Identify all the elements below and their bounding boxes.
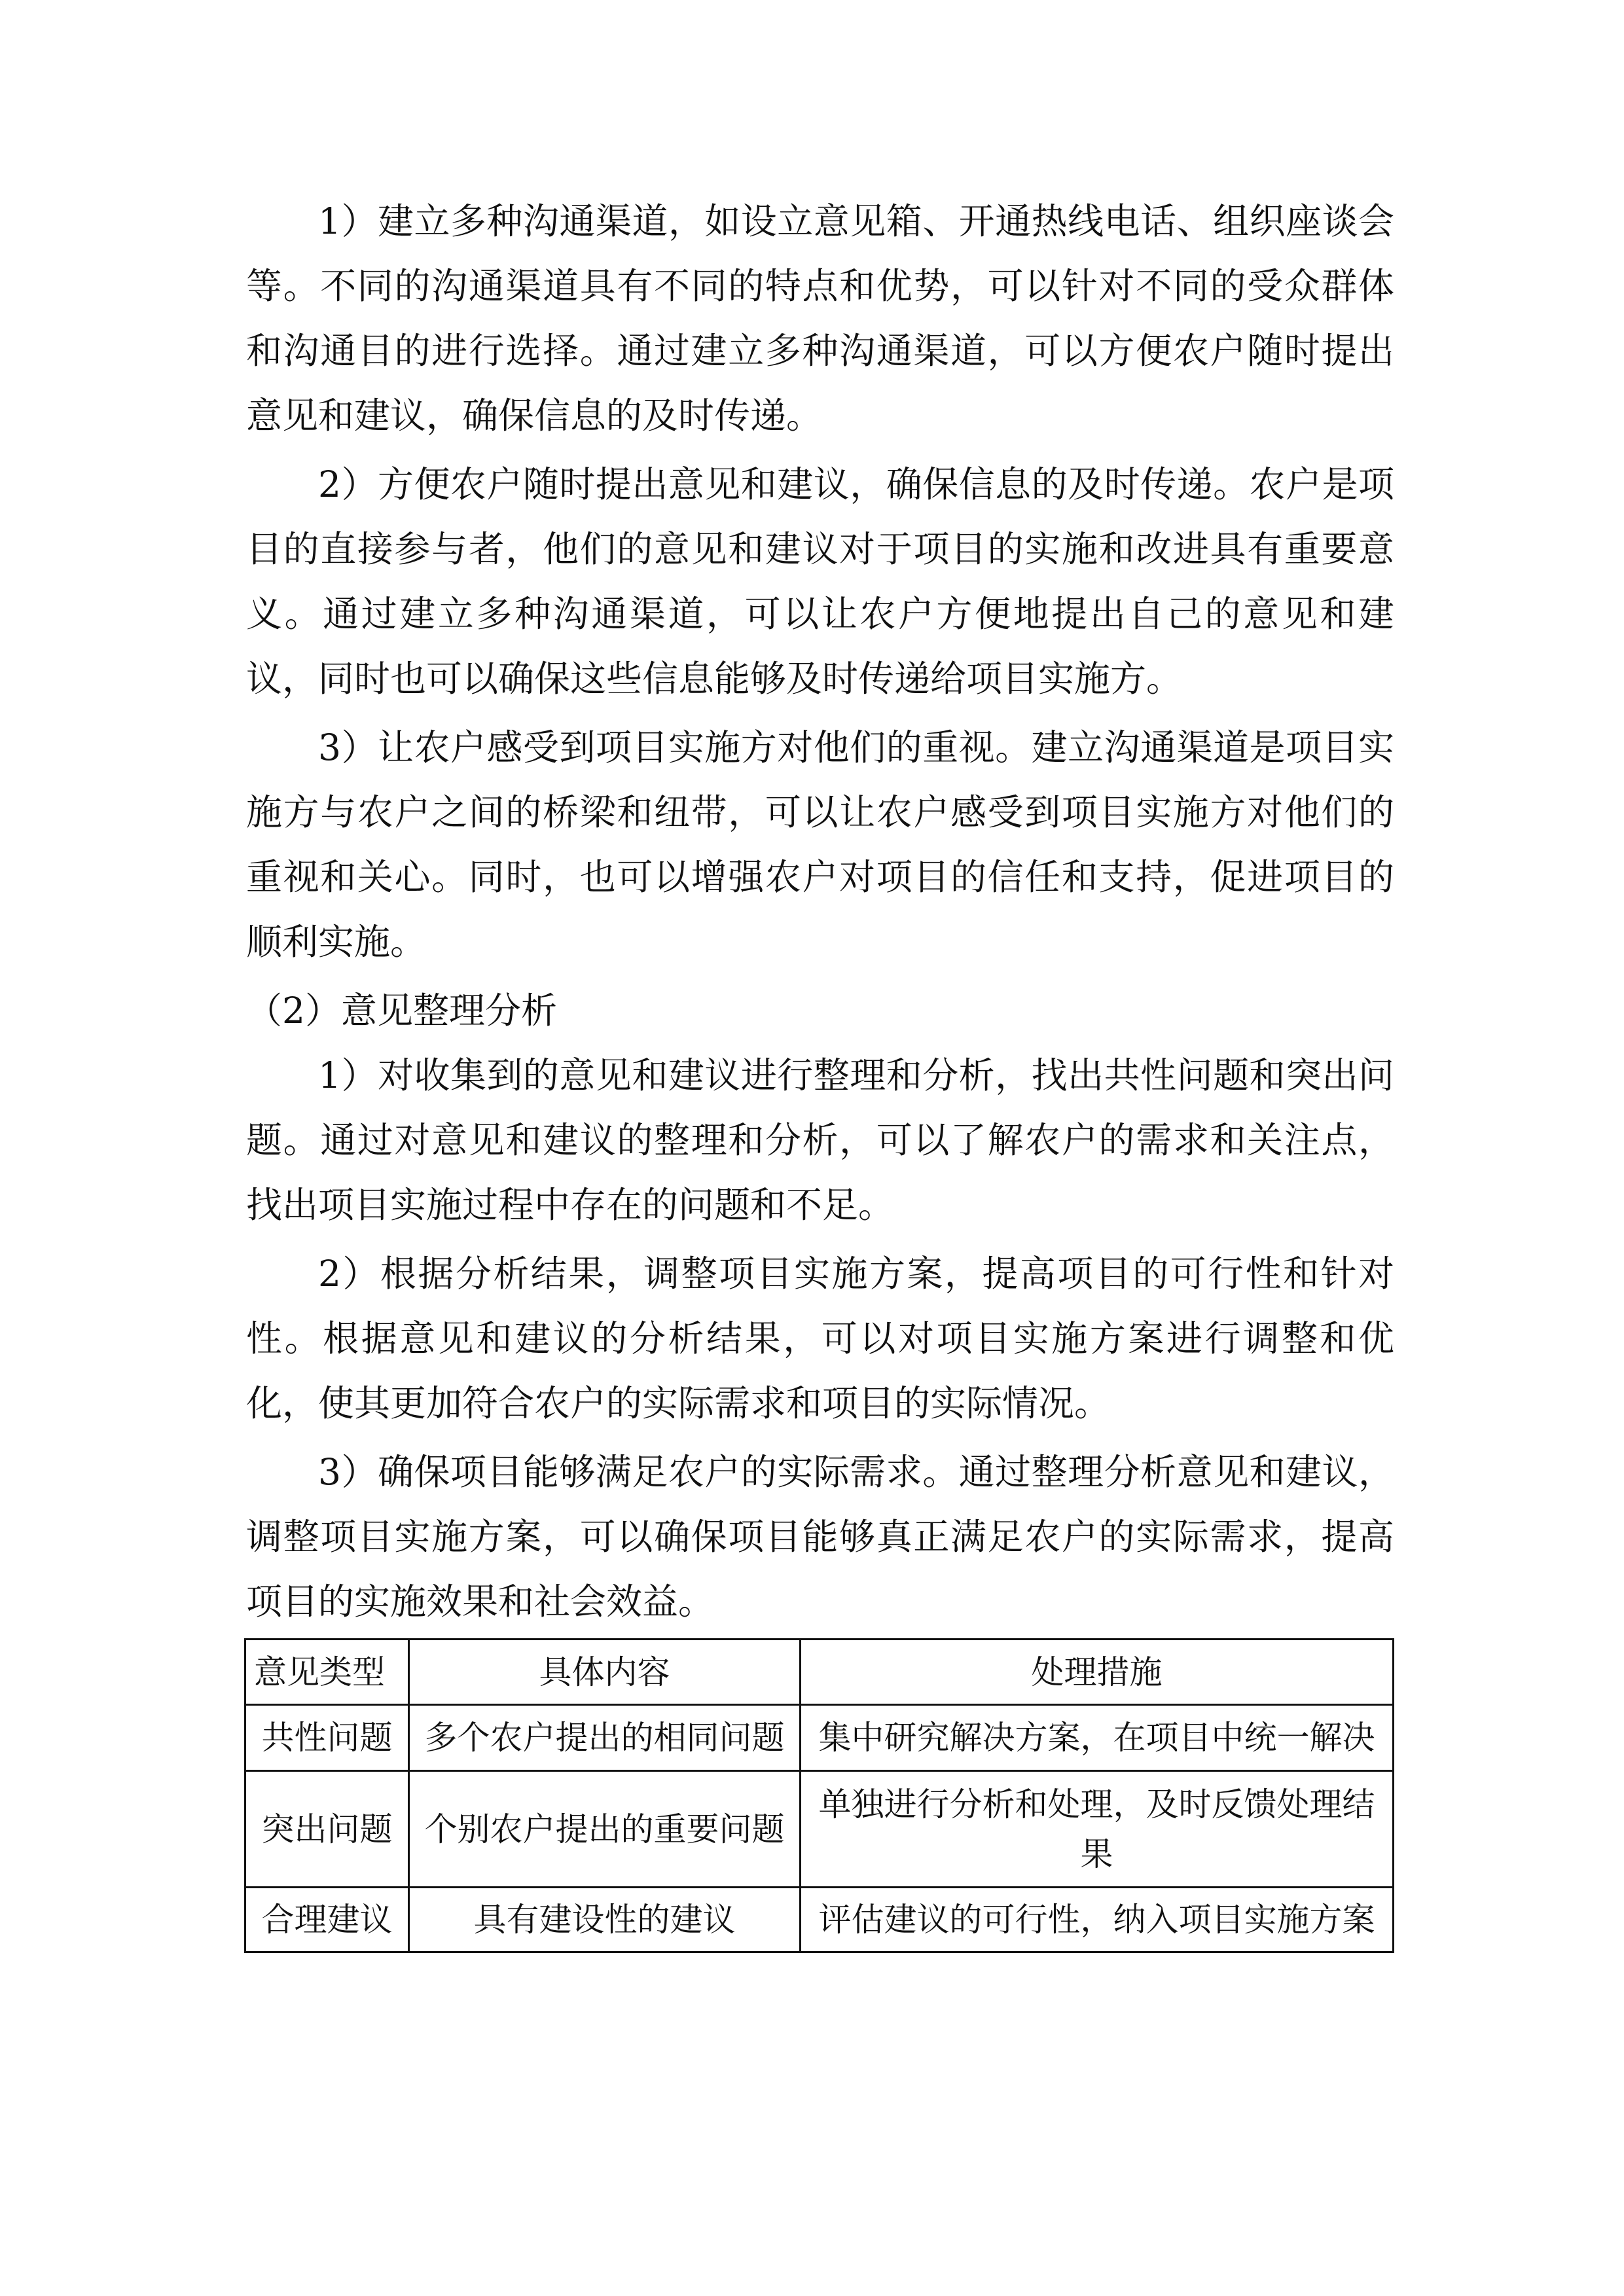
table-cell: 多个农户提出的相同问题 bbox=[409, 1705, 801, 1771]
section-heading: （2）意见整理分析 bbox=[246, 990, 557, 1031]
table-row bbox=[245, 1705, 1394, 1771]
table-cell: 评估建议的可行性，纳入项目实施方案 bbox=[801, 1888, 1394, 1952]
paragraph: 3）确保项目能够满足农户的实际需求。通过整理分析意见和建议，调整项目实施方案，可以确保项目能够真正满足农户的实际需求，提高项目的实施效果和社会效益。 bbox=[246, 1451, 1394, 1623]
paragraph: 2）根据分析结果，调整项目实施方案，提高项目的可行性和针对性。根据意见和建议的分析结果，可以对项目实施方案进行调整和优化，使其更加符合农户的实际需求和项目的实际情况。 bbox=[246, 1253, 1394, 1424]
table-cell: 合理建议 bbox=[245, 1888, 409, 1952]
table-cell: 个别农户提出的重要问题 bbox=[409, 1771, 801, 1888]
table-cell: 集中研究解决方案，在项目中统一解决 bbox=[801, 1705, 1394, 1771]
paragraph: 2）方便农户随时提出意见和建议，确保信息的及时传递。农户是项目的直接参与者，他们的意见和建议对于项目的实施和改进具有重要意义。通过建立多种沟通渠道，可以让农户方便地提出自己的意见和建议，同时也可以确保这些信息能够及时传递给项目实施方。 bbox=[246, 463, 1394, 700]
table-header-row bbox=[245, 1640, 1394, 1705]
document-body bbox=[246, 189, 1394, 1953]
table-header: 意见类型 bbox=[245, 1640, 409, 1705]
opinion-table bbox=[244, 1638, 1394, 1953]
paragraph: 1）建立多种沟通渠道，如设立意见箱、开通热线电话、组织座谈会等。不同的沟通渠道具有不同的特点和优势，可以针对不同的受众群体和沟通目的进行选择。通过建立多种沟通渠道，可以方便农户随时提出意见和建议，确保信息的及时传递。 bbox=[246, 200, 1394, 437]
table-row bbox=[245, 1771, 1394, 1888]
table-cell: 单独进行分析和处理，及时反馈处理结果 bbox=[801, 1771, 1394, 1888]
table-cell: 具有建设性的建议 bbox=[409, 1888, 801, 1952]
table-header: 具体内容 bbox=[409, 1640, 801, 1705]
table-row bbox=[245, 1888, 1394, 1952]
table-header: 处理措施 bbox=[801, 1640, 1394, 1705]
paragraph: 3）让农户感受到项目实施方对他们的重视。建立沟通渠道是项目实施方与农户之间的桥梁和纽带，可以让农户感受到项目实施方对他们的重视和关心。同时，也可以增强农户对项目的信任和支持，促进项目的顺利实施。 bbox=[246, 726, 1394, 963]
table-cell: 突出问题 bbox=[245, 1771, 409, 1888]
paragraph: 1）对收集到的意见和建议进行整理和分析，找出共性问题和突出问题。通过对意见和建议的整理和分析，可以了解农户的需求和关注点，找出项目实施过程中存在的问题和不足。 bbox=[246, 1054, 1394, 1226]
table-cell: 共性问题 bbox=[245, 1705, 409, 1771]
